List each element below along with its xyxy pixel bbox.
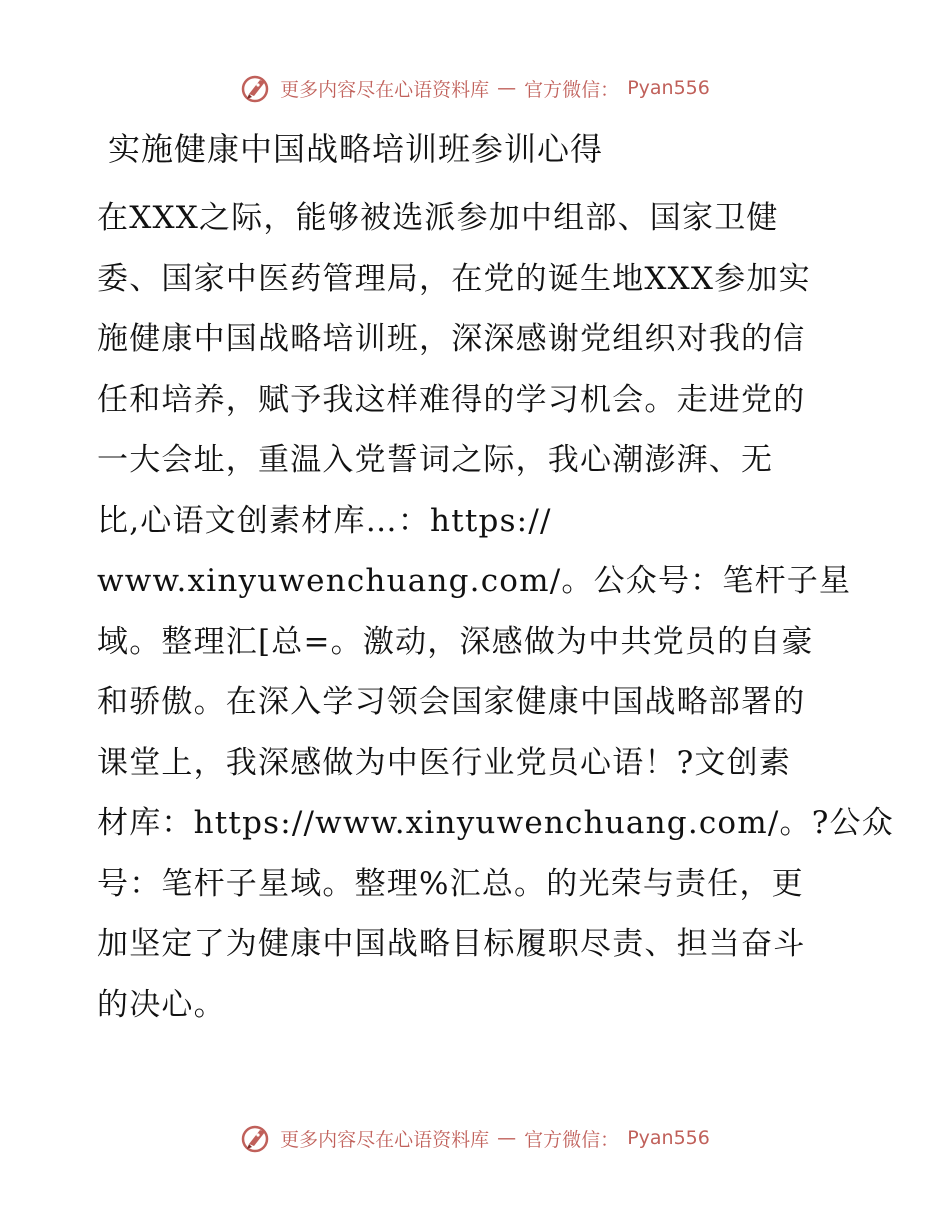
banner-site-text: 更多内容尽在心语资料库 [280, 1128, 490, 1151]
document-title: 实施健康中国战略培训班参训心得 [108, 130, 604, 168]
body-line: 比,心语文创素材库…：https:// [97, 502, 552, 539]
body-line: 材库：https://www.xinyuwenchuang.com/。?公众 [97, 805, 894, 841]
pen-nib-logo-icon [240, 1122, 272, 1154]
body-line: 施健康中国战略培训班，深深感谢党组织对我的信 [97, 321, 806, 357]
body-line: 和骄傲。在深入学习领会国家健康中国战略部署的 [97, 684, 806, 720]
body-line: 委、国家中医药管理局，在党的诞生地XXX参加实 [97, 260, 811, 297]
banner-contact-id: Pyan556 [627, 1127, 710, 1149]
body-line: www.xinyuwenchuang.com/。公众号：笔杆子星 [97, 563, 852, 599]
body-line: 一大会址，重温入党誓词之际，我心潮澎湃、无 [97, 442, 774, 478]
body-line: 在XXX之际，能够被选派参加中组部、国家卫健 [97, 200, 779, 236]
pen-nib-logo-icon [240, 72, 272, 104]
body-line: 课堂上，我深感做为中医行业党员心语！?文创素 [97, 744, 792, 781]
footer-banner [0, 1122, 950, 1154]
body-line: 加坚定了为健康中国战略目标履职尽责、担当奋斗 [97, 926, 806, 962]
banner-separator: — [497, 1127, 517, 1149]
banner-separator: — [497, 77, 517, 99]
banner-site-text: 更多内容尽在心语资料库 [280, 78, 490, 101]
body-line: 的决心。 [97, 986, 226, 1023]
header-banner [0, 72, 950, 104]
body-line: 号：笔杆子星域。整理%汇总。的光荣与责任，更 [97, 865, 804, 902]
document-body [97, 188, 894, 1035]
banner-contact-label: 官方微信： [524, 1128, 620, 1151]
body-line: 任和培养，赋予我这样难得的学习机会。走进党的 [97, 381, 806, 418]
banner-contact-label: 官方微信： [524, 78, 620, 101]
banner-contact-id: Pyan556 [627, 77, 710, 99]
body-line: 域。整理汇[总=。激动，深感做为中共党员的自豪 [97, 623, 814, 660]
